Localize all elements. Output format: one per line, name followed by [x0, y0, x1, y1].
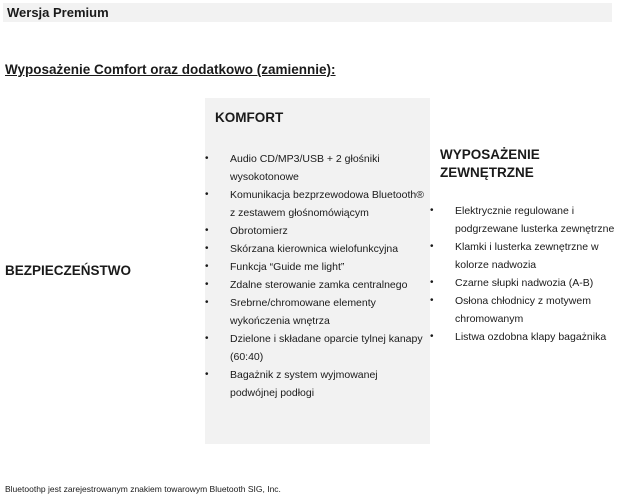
- list-item: [205, 366, 425, 402]
- list-item: [205, 186, 425, 222]
- bullet-icon: •: [430, 205, 434, 216]
- list-item: [430, 292, 620, 328]
- bullet-icon: •: [205, 153, 209, 164]
- list-item-text: Klamki i lusterka zewnętrzne w kolorze nadwozia: [455, 241, 599, 271]
- section-heading: Wyposażenie Comfort oraz dodatkowo (zamiennie):: [5, 62, 336, 77]
- list-item: [430, 202, 620, 238]
- list-item: [430, 328, 620, 346]
- list-item-text: Komunikacja bezprzewodowa Bluetooth® z zestawem głośnomówiącym: [230, 189, 424, 219]
- bullet-icon: •: [205, 225, 209, 236]
- list-item: [430, 238, 620, 274]
- list-item-text: Listwa ozdobna klapy bagażnika: [455, 331, 607, 343]
- bullet-icon: •: [430, 277, 434, 288]
- page-title: Wersja Premium: [7, 5, 109, 20]
- list-item-text: Audio CD/MP3/USB + 2 głośniki wysokotonowe: [230, 153, 380, 183]
- list-item-text: Zdalne sterowanie zamka centralnego: [230, 279, 408, 291]
- list-item: [205, 240, 425, 258]
- header-bar: [3, 3, 612, 22]
- list-item: [205, 150, 425, 186]
- safety-label: BEZPIECZEŃSTWO: [5, 263, 132, 278]
- list-item-text: Skórzana kierownica wielofunkcyjna: [230, 243, 399, 255]
- bullet-icon: •: [205, 243, 209, 254]
- list-item-text: Dzielone i składane oparcie tylnej kanapy (60:40): [230, 333, 423, 363]
- komfort-panel: [205, 98, 430, 444]
- exterior-section: [430, 146, 625, 386]
- list-item-text: Osłona chłodnicy z motywem chromowanym: [455, 295, 591, 325]
- bullet-icon: •: [205, 369, 209, 380]
- bullet-icon: •: [430, 331, 434, 342]
- list-item-text: Bagażnik z system wyjmowanej podwójnej podłogi: [230, 369, 378, 399]
- bullet-icon: •: [205, 261, 209, 272]
- exterior-list: [430, 202, 620, 346]
- bullet-icon: •: [430, 295, 434, 306]
- list-item-text: Srebrne/chromowane elementy wykończenia wnętrza: [230, 297, 376, 327]
- list-item: [205, 258, 425, 276]
- bullet-icon: •: [205, 279, 209, 290]
- list-item-text: Funkcja “Guide me light”: [230, 261, 345, 273]
- list-item: [430, 274, 620, 292]
- bullet-icon: •: [205, 333, 209, 344]
- footnote: Bluetoothp jest zarejestrowanym znakiem towarowym Bluetooth SIG, Inc.: [5, 484, 281, 494]
- list-item-text: Obrotomierz: [230, 225, 288, 237]
- list-item: [205, 330, 425, 366]
- komfort-list: [205, 150, 425, 402]
- list-item: [205, 222, 425, 240]
- bullet-icon: •: [205, 189, 209, 200]
- bullet-icon: •: [205, 297, 209, 308]
- exterior-title: WYPOSAŻENIE ZEWNĘTRZNE: [440, 147, 540, 180]
- list-item-text: Elektrycznie regulowane i podgrzewane lusterka zewnętrzne: [455, 205, 615, 235]
- list-item: [205, 276, 425, 294]
- list-item: [205, 294, 425, 330]
- bullet-icon: •: [430, 241, 434, 252]
- komfort-title: KOMFORT: [215, 110, 284, 125]
- list-item-text: Czarne słupki nadwozia (A-B): [455, 277, 594, 289]
